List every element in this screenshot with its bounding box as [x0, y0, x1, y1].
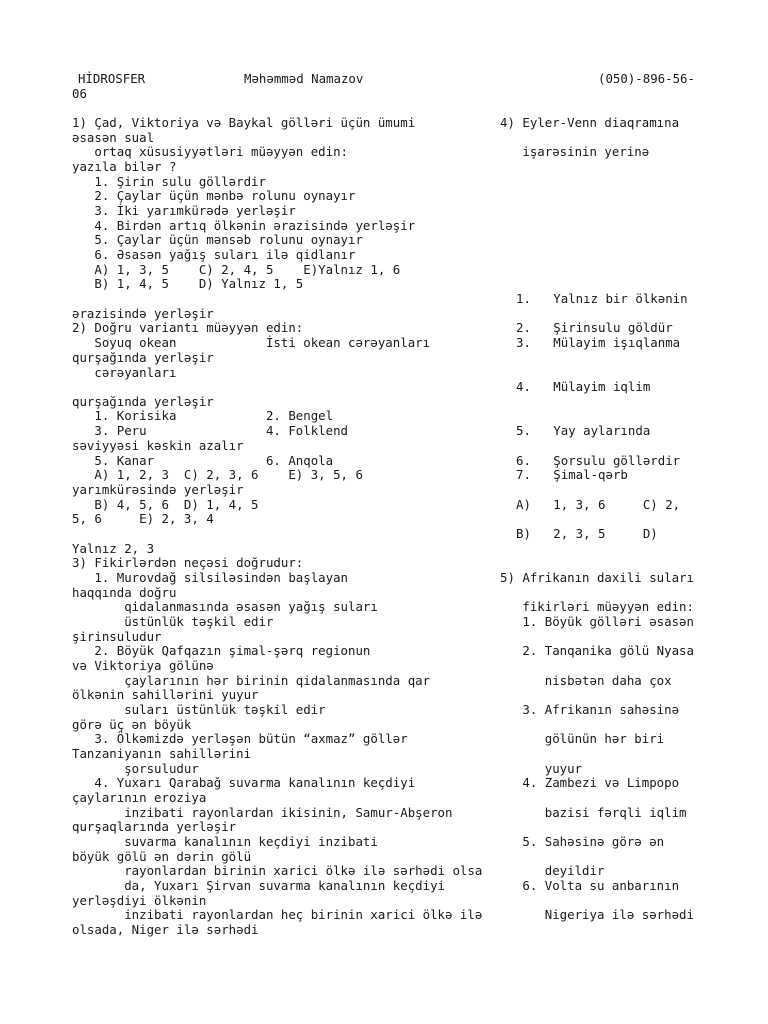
text-line: qurşağında yerləşir: [72, 394, 214, 409]
text-line: ərazisində yerləşir: [72, 306, 214, 321]
header-subject: HİDROSFER: [78, 71, 146, 86]
text-line: 3. Ölkəmizdə yerləşən bütün “axmaz” göllər: [72, 731, 408, 746]
text-line: və Viktoriya gölünə: [72, 658, 214, 673]
text-line: B) 1, 4, 5 D) Yalnız 1, 5: [72, 276, 304, 291]
text-line: 4. Mülayim iqlim: [516, 379, 651, 394]
header-phone: (050)-896-56-: [598, 71, 695, 86]
text-line: A) 1, 2, 3 C) 2, 3, 6 E) 3, 5, 6: [72, 467, 363, 482]
text-line: görə üç ən böyük: [72, 717, 192, 732]
text-line: nisbətən daha çox: [500, 673, 672, 688]
text-line: haqqında doğru: [72, 585, 177, 600]
text-line: A) 1, 3, 6 C) 2,: [516, 497, 681, 512]
text-line: 2. Tanqanika gölü Nyasa: [500, 643, 694, 658]
text-line: olsada, Niger ilə sərhədi: [72, 922, 259, 937]
text-line: suvarma kanalının keçdiyi inzibati: [72, 834, 378, 849]
text-line: B) 2, 3, 5 D): [516, 526, 658, 541]
text-line: 1. Şirin sulu göllərdir: [72, 174, 266, 189]
text-line: qidalanmasında əsasən yağış suları: [72, 599, 378, 614]
text-line: 5. Sahəsinə görə ən: [500, 834, 665, 849]
text-line: 6. Volta su anbarının: [500, 878, 680, 893]
text-line: gölünün hər biri: [500, 731, 665, 746]
text-line: 6. Şorsulu göllərdir: [516, 453, 681, 468]
text-line: 5, 6 E) 2, 3, 4: [72, 511, 214, 526]
text-line: Soyuq okean İsti okean cərəyanları: [72, 335, 431, 350]
text-line: 5. Yay aylarında: [516, 423, 651, 438]
text-line: 1) Çad, Viktoriya və Baykal gölləri üçün ümumi: [72, 115, 416, 130]
text-line: çaylarının eroziya: [72, 790, 207, 805]
text-line: 1. Yalnız bir ölkənin: [516, 291, 688, 306]
text-line: ortaq xüsusiyyətləri müəyyən edin:: [72, 144, 349, 159]
text-line: 2. Çaylar üçün mənbə rolunu oynayır: [72, 188, 356, 203]
text-line: 7. Şimal-qərb: [516, 467, 628, 482]
text-line: 2. Böyük Qafqazın şimal-şərq regionun: [72, 643, 371, 658]
text-line: üstünlük təşkil edir: [72, 614, 274, 629]
text-line: 3. Afrikanın sahəsinə: [500, 702, 680, 717]
text-line: çaylarının hər birinin qidalanmasında qar: [72, 673, 431, 688]
text-line: 6. Əsasən yağış suları ilə qidlanır: [72, 247, 356, 262]
text-line: rayonlardan birinin xarici ölkə ilə sərhədi olsa: [72, 863, 483, 878]
text-line: B) 4, 5, 6 D) 1, 4, 5: [72, 497, 259, 512]
text-line: əsasən sual: [72, 130, 155, 145]
text-line: cərəyanları: [72, 365, 177, 380]
text-line: səviyyəsi kəskin azalır: [72, 438, 244, 453]
text-line: 3. Peru 4. Folklend: [72, 423, 349, 438]
text-line: 3. İki yarımkürədə yerləşir: [72, 203, 296, 218]
text-line: 1. Korisika 2. Bengel: [72, 408, 334, 423]
text-line: 4. Zambezi və Limpopo: [500, 775, 680, 790]
text-line: yerləşdiyi ölkənin: [72, 893, 207, 908]
text-line: bazisi fərqli iqlim: [500, 805, 687, 820]
text-line: qurşaqlarında yerləşir: [72, 819, 237, 834]
text-line: yazıla bilər ?: [72, 159, 177, 174]
text-line: deyildir: [500, 863, 605, 878]
text-line: şorsuludur: [72, 761, 199, 776]
text-line: böyük gölü ən dərin gölü: [72, 849, 252, 864]
text-line: 4) Eyler-Venn diaqramına: [500, 115, 680, 130]
text-line: 5. Kanar 6. Anqola: [72, 453, 334, 468]
text-line: işarəsinin yerinə: [500, 144, 650, 159]
text-line: fikirləri müəyyən edin:: [500, 599, 694, 614]
text-line: 4. Yuxarı Qarabağ suvarma kanalının keçdiyi: [72, 775, 416, 790]
text-line: 2) Doğru variantı müəyyən edin:: [72, 320, 304, 335]
text-line: Nigeriya ilə sərhədi: [500, 907, 694, 922]
text-line: suları üstünlük təşkil edir: [72, 702, 326, 717]
text-line: Tanzaniyanın sahillərini: [72, 746, 252, 761]
text-line: 5. Çaylar üçün mənsəb rolunu oynayır: [72, 232, 363, 247]
header-phone-cont: 06: [72, 86, 87, 101]
text-line: 1. Murovdağ silsiləsindən başlayan: [72, 570, 349, 585]
text-line: Yalnız 2, 3: [72, 541, 155, 556]
text-line: 2. Şirinsulu göldür: [516, 320, 673, 335]
text-line: 3. Mülayim işıqlanma: [516, 335, 681, 350]
text-line: şirinsuludur: [72, 629, 162, 644]
text-line: da, Yuxarı Şirvan suvarma kanalının keçdiyi: [72, 878, 445, 893]
header-author: Məhəmməd Namazov: [244, 71, 364, 86]
text-line: 4. Birdən artıq ölkənin ərazisində yerləşir: [72, 218, 416, 233]
text-line: ölkənin sahillərini yuyur: [72, 687, 259, 702]
text-line: yarımkürəsində yerləşir: [72, 482, 244, 497]
text-line: A) 1, 3, 5 C) 2, 4, 5 E)Yalnız 1, 6: [72, 262, 401, 277]
text-line: 1. Böyük gölləri əsasən: [500, 614, 694, 629]
text-line: 3) Fikirlərdən neçəsi doğrudur:: [72, 555, 304, 570]
text-line: inzibati rayonlardan ikisinin, Samur-Abşeron: [72, 805, 453, 820]
text-line: yuyur: [500, 761, 583, 776]
text-line: inzibati rayonlardan heç birinin xarici ölkə ilə: [72, 907, 483, 922]
text-line: qurşağında yerləşir: [72, 350, 214, 365]
text-line: 5) Afrikanın daxili suları: [500, 570, 694, 585]
